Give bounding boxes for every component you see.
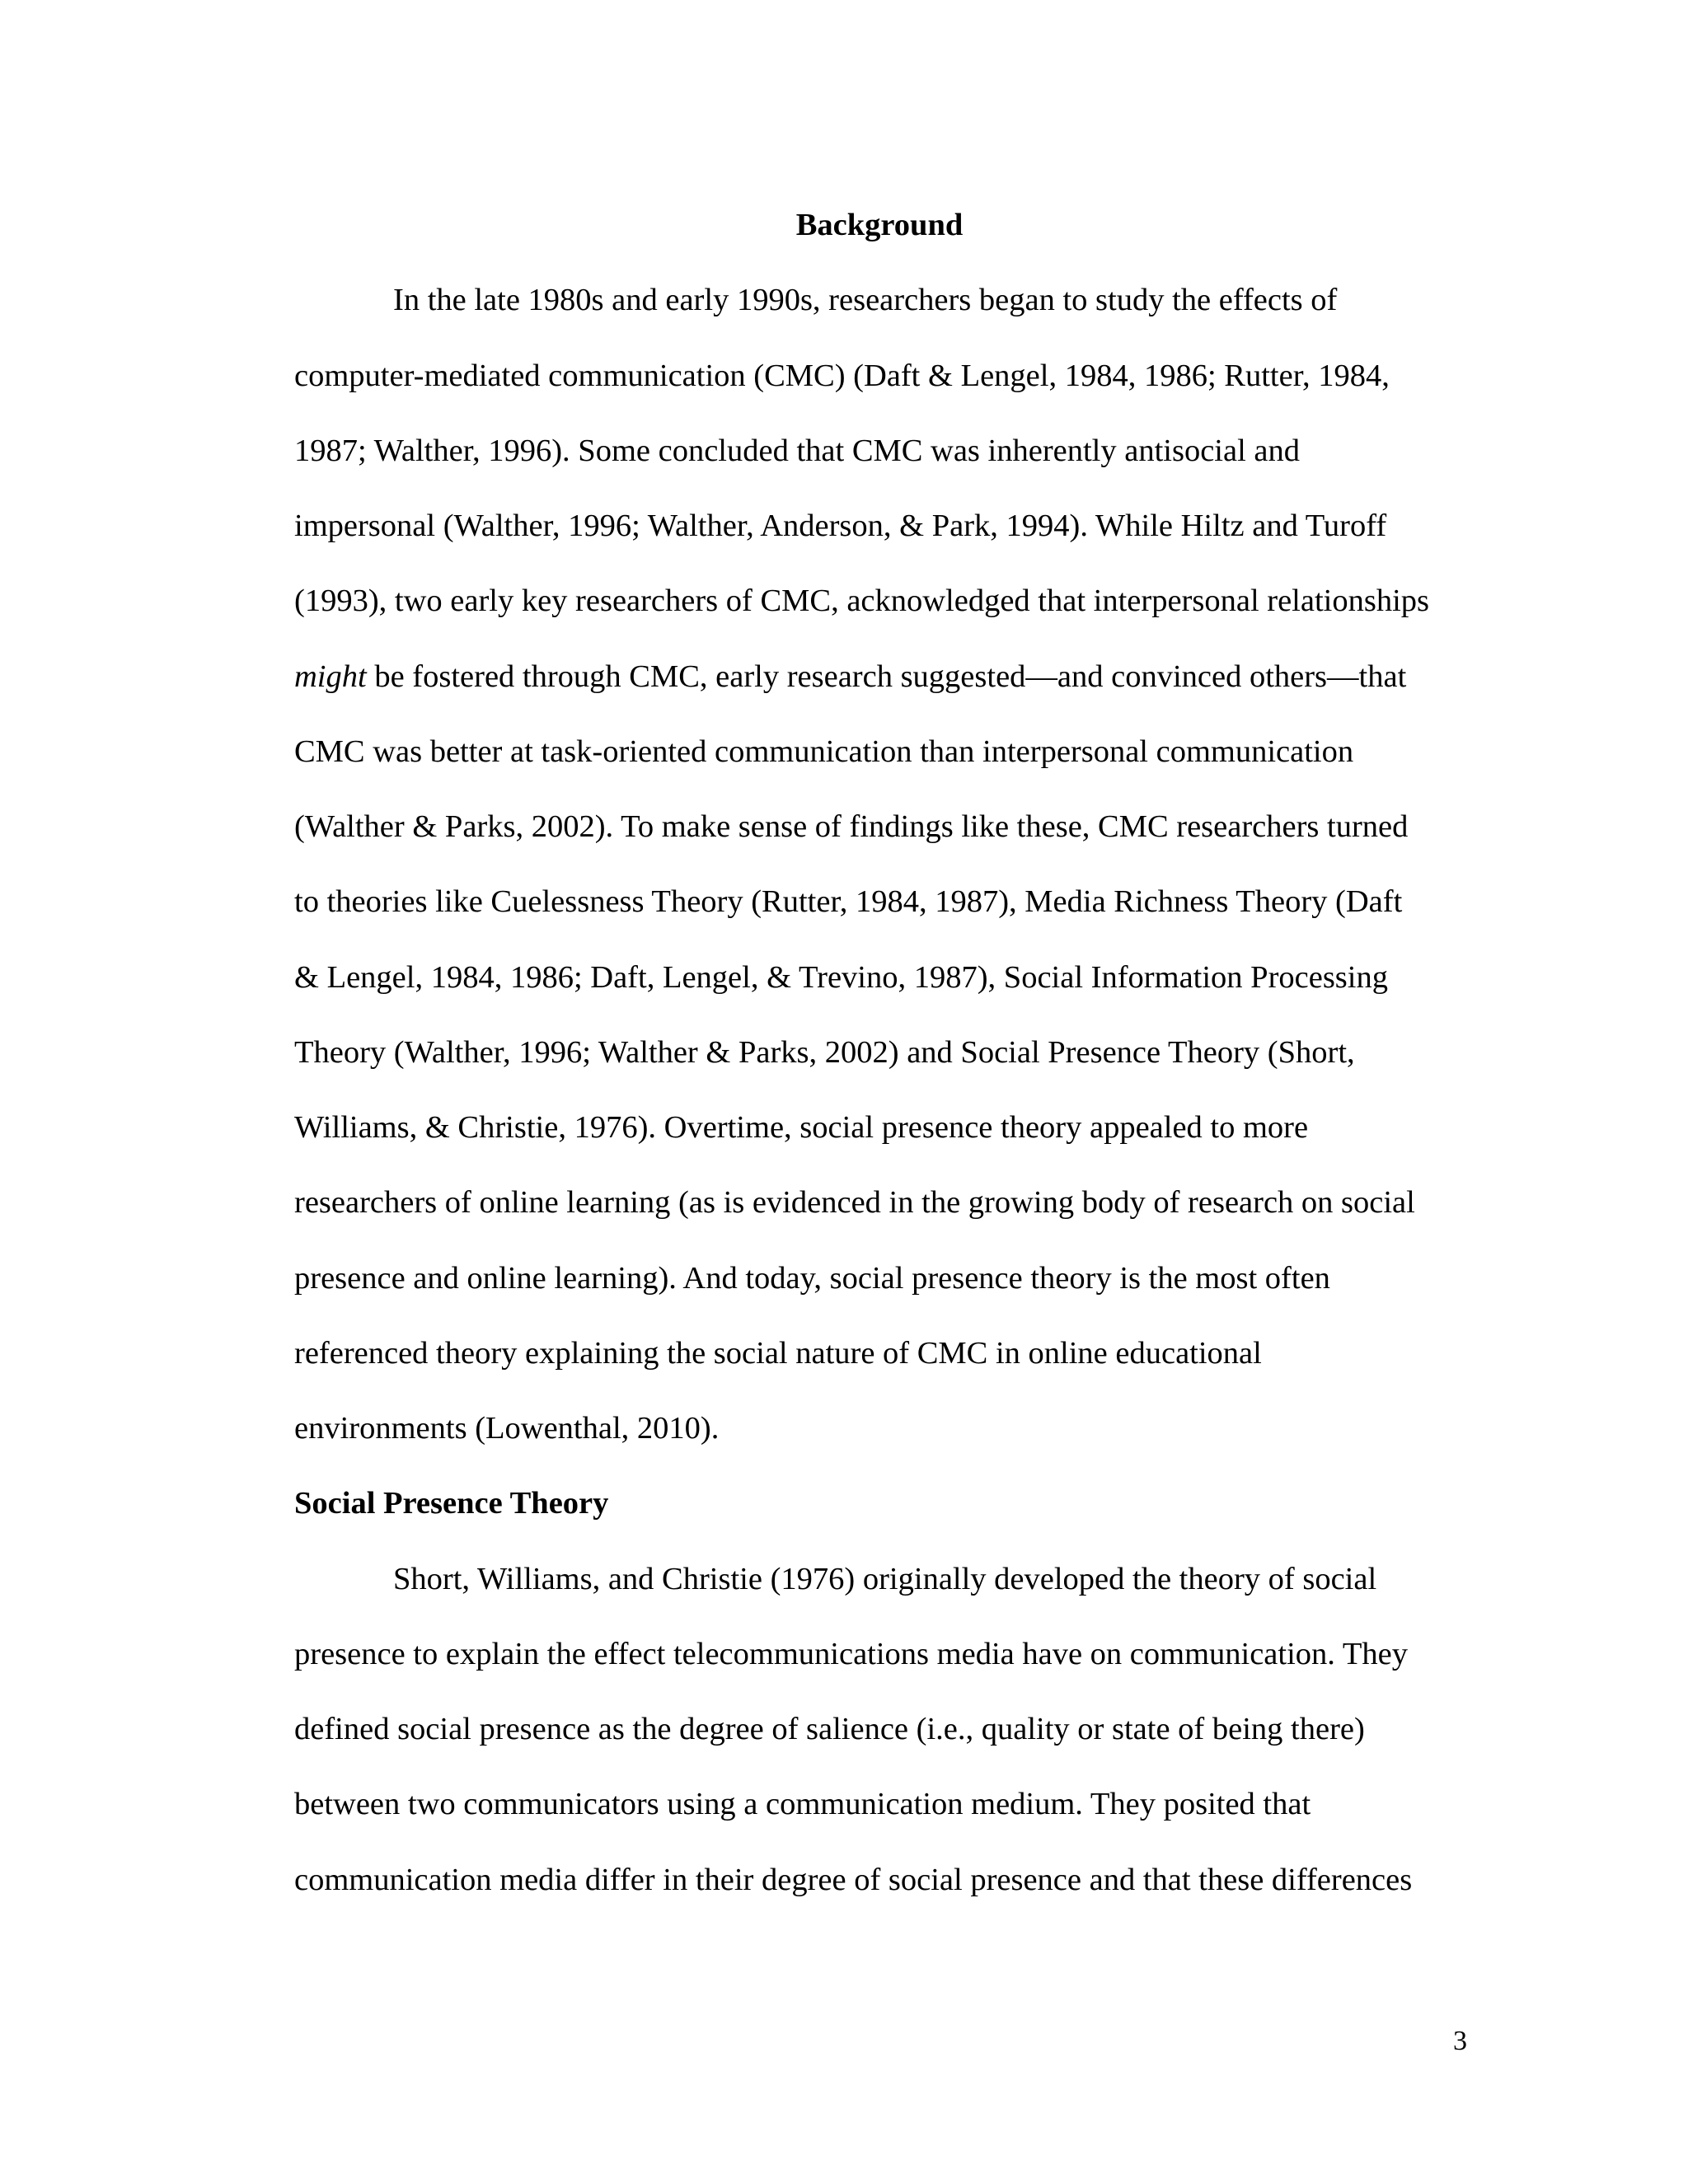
paragraph-line: between two communicators using a communication medium. They posited that <box>294 1787 1311 1822</box>
paragraph-line: presence and online learning). And today, social presence theory is the most often <box>294 1260 1330 1296</box>
paragraph-line-with-italic <box>294 640 1465 715</box>
paragraph-line: Theory (Walther, 1996; Walther & Parks, 2002) and Social Presence Theory (Short, <box>294 1034 1355 1070</box>
document-body <box>294 188 1465 1918</box>
italic-word: might <box>294 658 367 694</box>
paragraph-line: impersonal (Walther, 1996; Walther, Anderson, & Park, 1994). While Hiltz and Turoff <box>294 509 1387 543</box>
paragraph-line-text: be fostered through CMC, early research suggested—and convinced others—that <box>374 658 1407 694</box>
paragraph-line: defined social presence as the degree of salience (i.e., quality or state of being there) <box>294 1712 1365 1746</box>
paragraph-line: CMC was better at task-oriented communication than interpersonal communication <box>294 733 1354 769</box>
paragraph-line: communication media differ in their degree of social presence and that these differences <box>294 1862 1413 1897</box>
section-heading: Background <box>795 208 964 242</box>
paragraph-line: Short, Williams, and Christie (1976) originally developed the theory of social <box>393 1561 1377 1596</box>
paragraph-line: to theories like Cuelessness Theory (Rutter, 1984, 1987), Media Richness Theory (Daft <box>294 884 1403 920</box>
paragraph-line: (1993), two early key researchers of CMC, acknowledged that interpersonal relationships <box>294 583 1430 619</box>
section-subheading: Social Presence Theory <box>294 1486 609 1521</box>
paragraph-line: In the late 1980s and early 1990s, researchers began to study the effects of <box>393 283 1338 318</box>
paragraph-line: researchers of online learning (as is evidenced in the growing body of research on social <box>294 1185 1415 1221</box>
paragraph-line: (Walther & Parks, 2002). To make sense of findings like these, CMC researchers turned <box>294 809 1409 844</box>
paragraph-line: & Lengel, 1984, 1986; Daft, Lengel, & Trevino, 1987), Social Information Processing <box>294 959 1388 995</box>
paragraph-line: presence to explain the effect telecommunications media have on communication. They <box>294 1636 1408 1671</box>
paragraph-line: Williams, & Christie, 1976). Overtime, social presence theory appealed to more <box>294 1110 1309 1145</box>
paragraph-line: 1987; Walther, 1996). Some concluded that CMC was inherently antisocial and <box>294 433 1300 468</box>
paragraph-line: environments (Lowenthal, 2010). <box>294 1411 720 1446</box>
paragraph-line: referenced theory explaining the social nature of CMC in online educational <box>294 1335 1262 1371</box>
page-number: 3 <box>1453 2026 1467 2056</box>
paragraph-line: computer-mediated communication (CMC) (Daft & Lengel, 1984, 1986; Rutter, 1984, <box>294 358 1390 393</box>
